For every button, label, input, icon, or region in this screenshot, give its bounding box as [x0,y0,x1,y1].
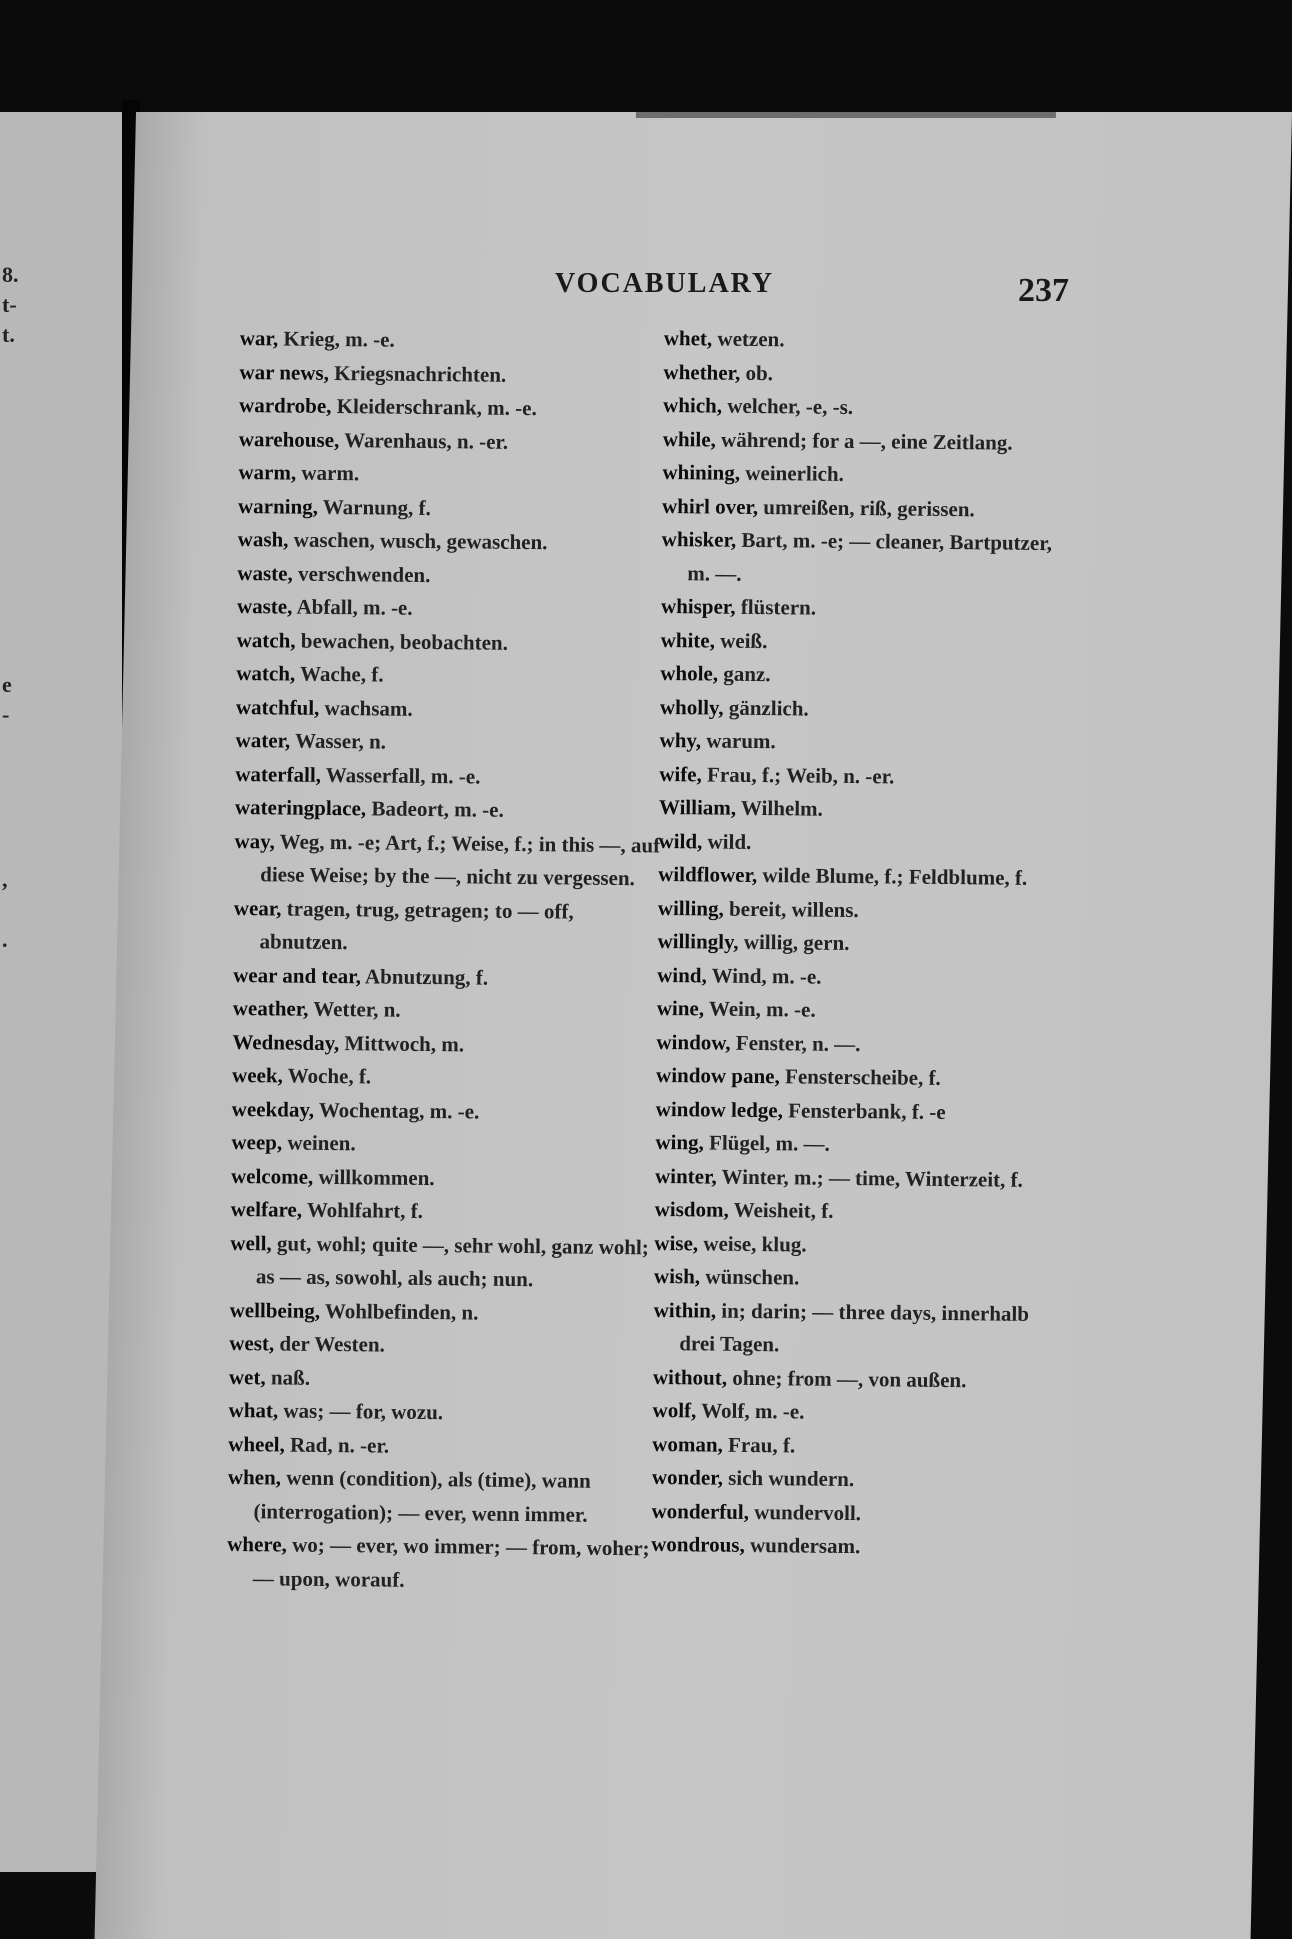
entry-headword: welcome, [230,1163,314,1189]
entry-headword: while, [662,426,716,452]
vocabulary-entry [662,489,1062,527]
entry-headword: without, [652,1364,728,1390]
vocabulary-entry [651,1528,1051,1566]
entry-headword: war news, [239,359,330,385]
vocabulary-entry [238,489,668,527]
vocabulary-entry [658,891,1058,929]
vocabulary-entry [232,1025,662,1063]
entry-headword: whirl over, [661,493,759,519]
entry-translation: Wasserfall, m. -e. [320,762,481,789]
entry-headword: wear, [233,895,282,920]
entry-translation: Wolf, m. -e. [696,1398,805,1424]
entry-headword: whining, [662,459,741,485]
vocabulary-entry [229,1360,659,1398]
vocabulary-entry [652,1461,1052,1499]
entry-headword: waste, [237,560,293,586]
entry-translation: naß. [265,1364,311,1390]
entry-headword: Wednesday, [232,1029,340,1055]
entry-translation: bewachen, beobachten. [295,628,509,655]
entry-translation: Abfall, m. -e. [292,594,413,620]
vocabulary-entry [228,1394,658,1432]
vocabulary-entry [664,322,1064,360]
entry-translation: sich wundern. [722,1465,855,1492]
entry-translation: wundersam. [744,1532,861,1559]
vocabulary-entry [661,523,1062,594]
prev-page-fragment: 8. [2,262,19,287]
entry-translation: wachsam. [319,695,413,721]
entry-headword: watch, [236,627,296,653]
vocabulary-entry [661,590,1061,628]
vocabulary-entry [657,958,1057,996]
vocabulary-entry [239,389,669,427]
entry-translation: in; darin; — three days, innerhalb drei Tagen. [679,1298,1030,1357]
vocabulary-entry [229,1327,659,1365]
entry-translation: waschen, wusch, gewaschen. [288,527,548,555]
entry-translation: warm. [296,460,360,486]
page-number: 237 [1018,272,1069,309]
entry-headword: waste, [236,593,293,619]
vocabulary-entry [229,1293,659,1331]
entry-headword: wine, [656,995,705,1021]
entry-translation: wundervoll. [748,1499,862,1525]
vocabulary-entry [651,1494,1051,1532]
vocabulary-entry [660,657,1060,695]
vocabulary-entry [231,1159,661,1197]
entry-headword: what, [228,1397,279,1423]
entry-translation: Fensterscheibe, f. [779,1064,941,1090]
entry-headword: wash, [237,526,289,552]
entry-headword: wondrous, [651,1531,745,1557]
vocabulary-entry [232,1092,662,1130]
entry-translation: Frau, f.; Weib, n. -er. [701,761,895,788]
vocabulary-entry [658,858,1058,896]
entry-headword: west, [229,1330,275,1356]
vocabulary-entry [652,1394,1052,1432]
vocabulary-entry [240,322,670,360]
entry-translation: wilde Blume, f.; Feldblume, f. [757,863,1028,890]
entry-headword: where, [227,1531,288,1557]
vocabulary-entry [660,690,1060,728]
entry-translation: Fensterbank, f. -e [782,1097,946,1124]
entry-headword: water, [235,727,291,753]
entry-headword: week, [231,1062,283,1088]
vocabulary-entry [238,523,668,561]
vocabulary-entry [652,1427,1052,1465]
vocabulary-entry [654,1226,1054,1264]
entry-headword: wisdom, [654,1196,729,1222]
entry-translation: willig, gern. [738,929,850,955]
entry-headword: warning, [237,493,319,519]
entry-translation: wenn (condition), als (time), wann (interrogation); — ever, wenn immer. [253,1465,591,1527]
vocabulary-entry [663,389,1063,427]
page-top-shadow [636,112,1056,118]
entry-headword: wateringplace, [234,794,367,821]
entry-translation: tragen, trug, getragen; to — off, abnutzen. [259,895,574,955]
entry-translation: der Westen. [274,1331,385,1357]
entry-translation: warum. [700,728,776,754]
entry-headword: whisker, [661,526,737,552]
vocabulary-entry [654,1260,1054,1298]
entry-translation: Fenster, n. —. [730,1030,861,1056]
entry-translation: wetzen. [712,326,785,352]
vocabulary-entry [236,623,666,661]
entry-headword: wild, [658,828,703,853]
entry-headword: wife, [659,761,702,786]
entry-translation: Warnung, f. [317,494,431,520]
entry-headword: window ledge, [655,1096,784,1122]
entry-headword: willingly, [657,928,739,954]
vocabulary-entry [234,824,665,895]
vocabulary-entry [233,992,663,1030]
vocabulary-entry [656,1059,1056,1097]
entry-translation: Wilhelm. [735,795,823,821]
vocabulary-entry [659,791,1059,829]
entry-translation: willkommen. [313,1164,435,1190]
entry-translation: Badeort, m. -e. [366,796,504,822]
entry-headword: wonderful, [651,1498,750,1524]
vocabulary-entry [238,456,668,494]
entry-headword: why, [659,727,702,753]
vocabulary-entry [653,1360,1053,1398]
vocabulary-entry [227,1461,658,1532]
vocabulary-entry [235,724,665,762]
entry-translation: wünschen. [699,1264,800,1290]
entry-translation: weinerlich. [739,460,844,486]
entry-translation: gänzlich. [723,695,809,721]
vocabulary-entry [228,1427,658,1465]
entry-translation: ob. [740,360,774,385]
entry-headword: wish, [653,1263,701,1289]
right-column [651,322,1064,1566]
entry-translation: Weisheit, f. [728,1197,834,1223]
vocabulary-entry [239,355,669,393]
entry-translation: Weg, m. -e; Art, f.; Weise, f.; in this —, auf diese Weise; by the —, nicht zu vergessen. [260,828,661,891]
entry-translation: Wache, f. [295,661,384,687]
prev-page-fragment: . [2,927,8,952]
vocabulary-entry [236,690,666,728]
vocabulary-entry [663,422,1063,460]
entry-translation: Wetter, n. [308,996,401,1022]
entry-headword: watch, [236,660,296,686]
entry-translation: Kleiderschrank, m. -e. [331,393,537,421]
entry-headword: within, [653,1297,717,1323]
vocabulary-entry [656,1025,1056,1063]
entry-translation: welcher, -e, -s. [721,393,854,419]
entry-headword: welfare, [230,1196,303,1222]
entry-translation: Wohlfahrt, f. [301,1197,424,1223]
entry-headword: wonder, [651,1464,724,1490]
entry-headword: wing, [655,1129,704,1155]
entry-headword: wind, [657,962,707,987]
vocabulary-entry [662,456,1062,494]
prev-page-fragment: t- [2,292,17,317]
entry-translation: Flügel, m. —. [703,1130,830,1156]
prev-page-fragment: , [2,867,8,892]
vocabulary-entry [235,757,665,795]
vocabulary-entry [231,1126,661,1164]
entry-headword: warehouse, [238,426,340,452]
entry-headword: whisper, [660,593,736,619]
entry-headword: William, [658,794,737,820]
vocabulary-entry [655,1193,1055,1231]
entry-headword: willing, [657,895,724,921]
entry-translation: gut, wohl; quite —, sehr wohl, ganz wohl; as — as, sowohl, als auch; nun. [255,1230,649,1292]
entry-headword: waterfall, [235,761,322,787]
vocabulary-entry [657,992,1057,1030]
vocabulary-entry [239,422,669,460]
entry-translation: Krieg, m. -e. [278,326,395,352]
entry-headword: wet, [228,1364,266,1389]
entry-translation: Wind, m. -e. [706,962,822,989]
entry-headword: warm, [238,459,297,485]
entry-translation: weinen. [282,1130,356,1156]
vocabulary-entry [231,1193,661,1231]
entry-translation: Winter, m.; — time, Winterzeit, f. [716,1164,1024,1192]
entry-translation: Wein, m. -e. [703,996,816,1022]
prev-page-fragment: - [2,702,10,727]
entry-translation: Wohlbefinden, n. [319,1298,479,1325]
entry-translation: bereit, willens. [723,896,859,922]
entry-translation: umreißen, riß, gerissen. [758,494,975,521]
vocabulary-entry [230,1226,661,1297]
entry-headword: wellbeing, [229,1297,321,1323]
entry-translation: Frau, f. [722,1432,796,1457]
entry-translation: Kriegsnachrichten. [328,360,507,387]
entry-translation: was; — for, wozu. [278,1398,444,1425]
running-header: VOCABULARY [555,268,775,299]
vocabulary-entry [655,1126,1055,1164]
vocabulary-entry [236,657,666,695]
entry-headword: winter, [654,1163,717,1189]
entry-headword: wear and tear, [233,962,362,988]
entry-headword: wardrobe, [239,392,332,418]
entry-headword: whole, [660,660,719,686]
entry-headword: way, [234,828,275,853]
entry-translation: ohne; from —, von außen. [726,1365,967,1392]
entry-translation: Mittwoch, m. [339,1030,465,1056]
entry-headword: window, [656,1029,731,1055]
vocabulary-entry [660,623,1060,661]
entry-headword: wholly, [659,694,724,720]
entry-translation: Wasser, n. [290,728,387,754]
entry-headword: wildflower, [658,861,758,888]
vocabulary-entry [653,1293,1054,1364]
entry-translation: Abnutzung, f. [360,963,489,990]
vocabulary-entry [655,1159,1055,1197]
left-column [227,322,670,1599]
entry-headword: whet, [663,325,713,351]
entry-headword: wise, [654,1230,699,1255]
entry-headword: white, [660,627,716,653]
entry-headword: weep, [231,1129,283,1155]
entry-headword: wheel, [228,1431,285,1457]
entry-headword: whether, [663,359,741,385]
vocabulary-entry [658,824,1058,862]
entry-headword: woman, [652,1431,723,1457]
entry-translation: weise, klug. [697,1230,807,1257]
vocabulary-entry [659,757,1059,795]
vocabulary-entry [233,891,664,962]
entry-translation: Warenhaus, n. -er. [339,427,509,454]
entry-headword: window pane, [655,1062,780,1089]
entry-translation: ganz. [717,661,771,687]
vocabulary-entry [227,1528,658,1599]
vocabulary-entry [237,556,667,594]
entry-translation: wild. [702,828,752,854]
entry-headword: watchful, [235,694,320,720]
vocabulary-entry [657,925,1057,963]
entry-translation: flüstern. [735,594,817,620]
vocabulary-entry [237,590,667,628]
entry-headword: war, [239,325,279,351]
entry-headword: well, [230,1230,272,1255]
entry-headword: weekday, [231,1096,315,1122]
entry-translation: Woche, f. [282,1063,372,1089]
entry-headword: which, [663,392,723,418]
vocabulary-entry [663,355,1063,393]
entry-headword: wolf, [652,1397,697,1423]
vocabulary-entry [659,724,1059,762]
vocabulary-entry [656,1092,1056,1130]
entry-translation: verschwenden. [292,561,431,587]
entry-headword: weather, [232,995,309,1021]
prev-page-fragment: t. [2,322,15,347]
vocabulary-entry [232,1059,662,1097]
entry-translation: Wochentag, m. -e. [313,1097,480,1124]
entry-translation: wo; — ever, wo immer; — from, woher; — upon, worauf. [252,1532,650,1592]
vocabulary-entry [235,791,665,829]
entry-headword: when, [227,1464,282,1490]
entry-translation: Bart, m. -e; — cleaner, Bartputzer, m. —. [687,527,1053,586]
entry-translation: während; for a —, eine Zeitlang. [715,427,1013,455]
entry-translation: Rad, n. -er. [284,1432,390,1458]
prev-page-fragment: e [2,672,12,697]
entry-translation: weiß. [714,628,768,653]
vocabulary-entry [233,958,663,996]
